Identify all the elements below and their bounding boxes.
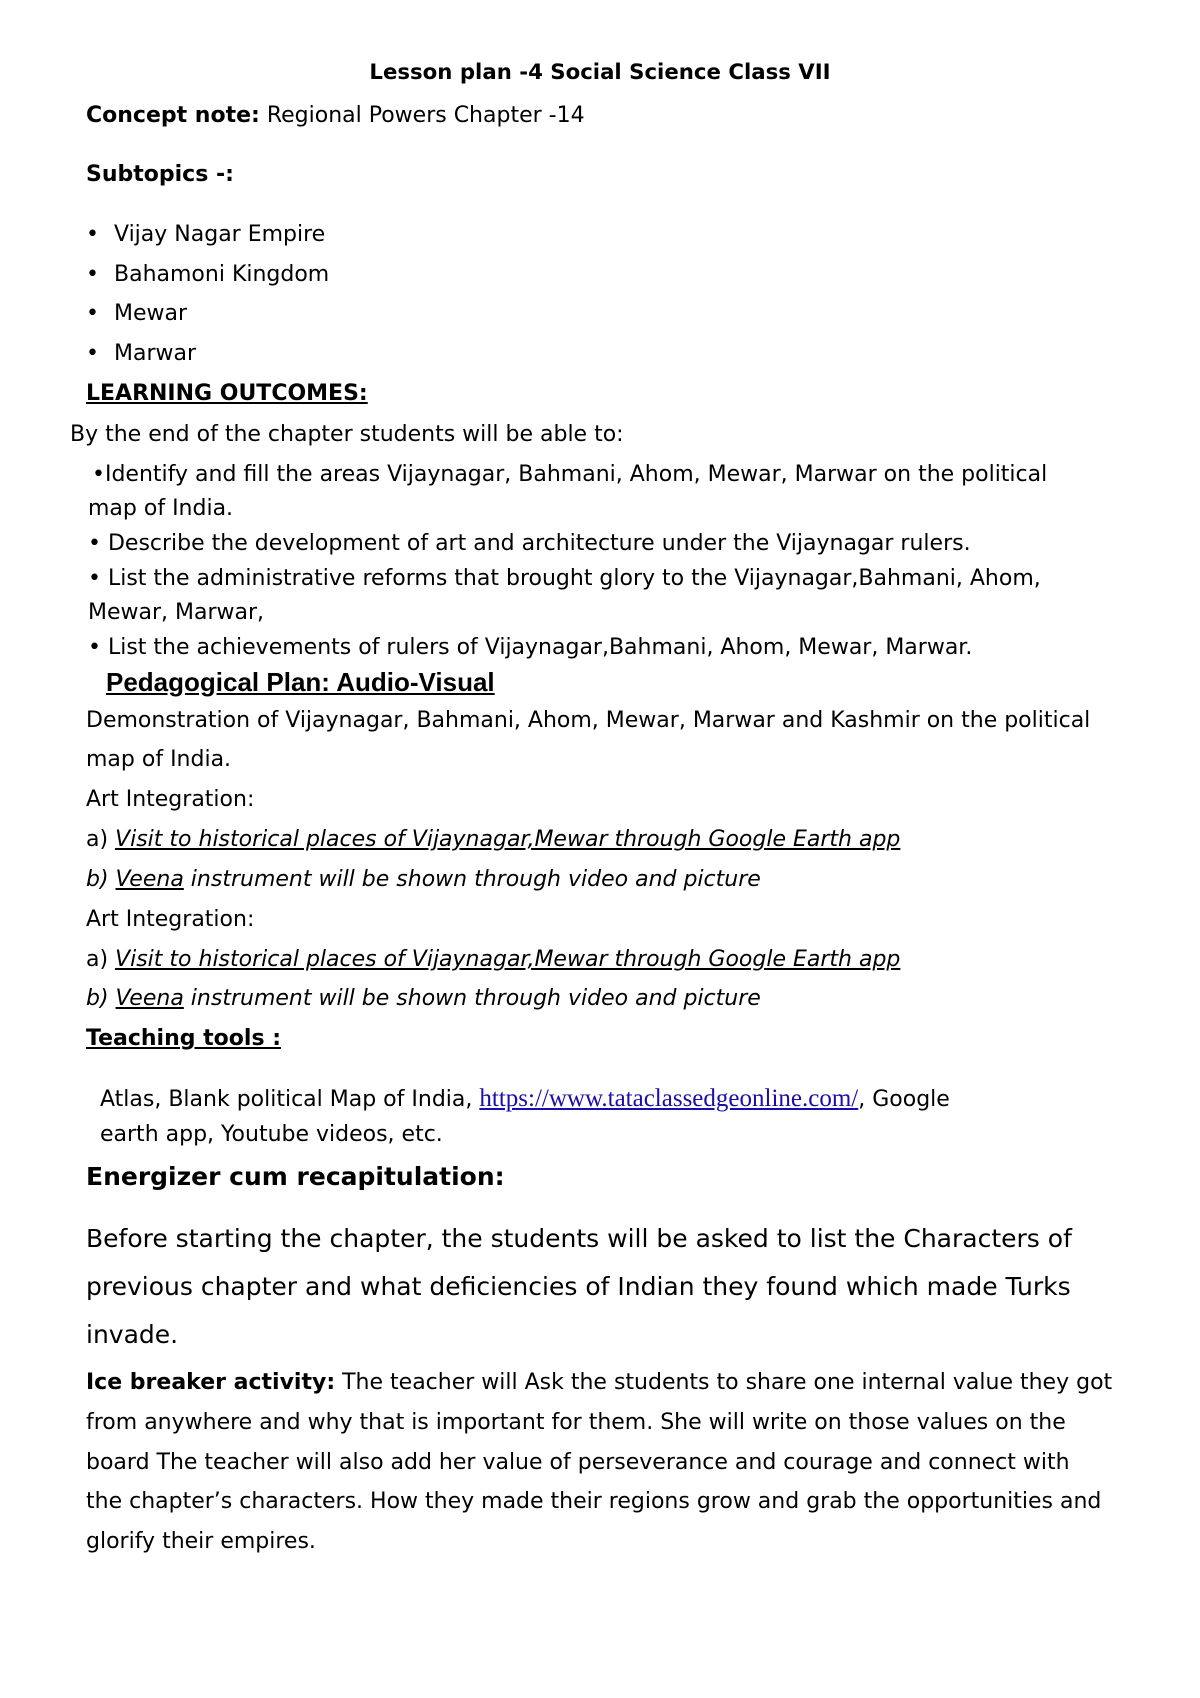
art-item-b: b) Veena instrument will be shown through video and picture	[86, 986, 761, 1011]
learning-line: • Describe the development of art and architecture under the Vijaynagar rulers.	[88, 531, 971, 556]
art-item-a: a) Visit to historical places of Vijaynagar,Mewar through Google Earth app	[86, 947, 901, 972]
subtopic-item: • Marwar	[86, 341, 197, 366]
learning-intro: By the end of the chapter students will be able to:	[70, 422, 624, 447]
concept-note-label: Concept note:	[86, 103, 260, 128]
learning-line: Mewar, Marwar,	[88, 600, 265, 625]
pedagogy-line: map of India.	[86, 747, 232, 772]
art-item-a-text: Visit to historical places of Vijaynagar,Mewar through Google Earth app	[115, 947, 901, 972]
icebreaker-line: glorify their empires.	[86, 1529, 316, 1554]
learning-outcomes-heading: LEARNING OUTCOMES:	[86, 381, 368, 406]
tataclassedge-link[interactable]: https://www.tataclassedgeonline.com/	[479, 1085, 859, 1112]
icebreaker-line: from anywhere and why that is important for them. She will write on those values on the	[86, 1410, 1066, 1435]
learning-line: • List the achievements of rulers of Vijaynagar,Bahmani, Ahom, Mewar, Marwar.	[88, 635, 973, 660]
icebreaker-line: Ice breaker activity: The teacher will Ask the students to share one internal value they got	[86, 1370, 1113, 1395]
art-item-a-text: Visit to historical places of Vijaynagar,Mewar through Google Earth app	[115, 827, 901, 852]
energizer-line: Before starting the chapter, the students will be asked to list the Characters of	[86, 1224, 1072, 1253]
concept-note	[86, 101, 585, 131]
teaching-tools-line2: earth app, Youtube videos, etc.	[100, 1122, 443, 1147]
pedagogy-line: Demonstration of Vijaynagar, Bahmani, Ahom, Mewar, Marwar and Kashmir on the political	[86, 708, 1091, 733]
concept-note-text: Regional Powers Chapter -14	[259, 103, 585, 128]
energizer-line: previous chapter and what deficiencies of Indian they found which made Turks	[86, 1272, 1071, 1301]
art-item-a: a) Visit to historical places of Vijaynagar,Mewar through Google Earth app	[86, 827, 901, 852]
subtopic-item: • Vijay Nagar Empire	[86, 222, 326, 247]
learning-line: •Identify and fill the areas Vijaynagar, Bahmani, Ahom, Mewar, Marwar on the political	[92, 462, 1048, 487]
page-title: Lesson plan -4 Social Science Class VII	[369, 60, 831, 85]
pedagogical-heading: Pedagogical Plan: Audio-Visual	[106, 667, 495, 697]
subtopic-item: • Bahamoni Kingdom	[86, 262, 330, 287]
teaching-tools-line: Atlas, Blank political Map of India, https://www.tataclassedgeonline.com/, Google	[100, 1085, 950, 1112]
energizer-line: invade.	[86, 1320, 179, 1349]
icebreaker-line: board The teacher will also add her value of perseverance and courage and connect with	[86, 1450, 1070, 1475]
learning-line: map of India.	[88, 496, 234, 521]
teaching-tools-heading: Teaching tools :	[86, 1026, 282, 1051]
veena-link[interactable]: Veena	[115, 986, 184, 1011]
art-integration-label: Art Integration:	[86, 787, 255, 812]
veena-link[interactable]: Veena	[115, 867, 184, 892]
subtopic-item: • Mewar	[86, 301, 188, 326]
subtopics-label: Subtopics -:	[86, 162, 234, 187]
art-item-b: b) Veena instrument will be shown through video and picture	[86, 867, 761, 892]
icebreaker-line: the chapter’s characters. How they made their regions grow and grab the opportunities and	[86, 1489, 1102, 1514]
icebreaker-label: Ice breaker activity:	[86, 1370, 336, 1395]
energizer-heading: Energizer cum recapitulation:	[86, 1162, 505, 1191]
learning-line: • List the administrative reforms that brought glory to the Vijaynagar,Bahmani, Ahom,	[88, 566, 1041, 591]
art-integration-label: Art Integration:	[86, 907, 255, 932]
